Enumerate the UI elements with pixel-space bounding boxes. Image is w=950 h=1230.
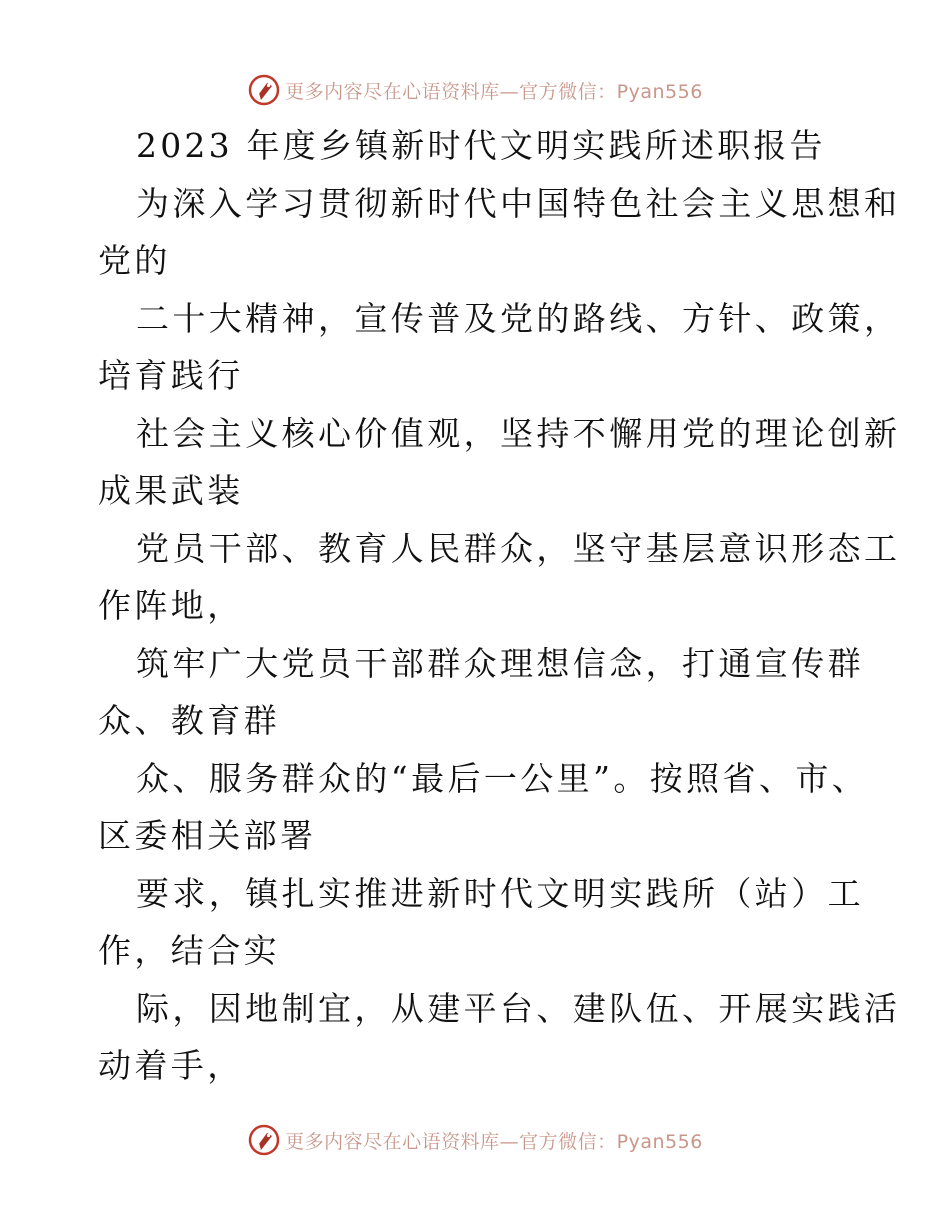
paragraph-line: 为深入学习贯彻新时代中国特色社会主义思想和 <box>136 183 901 223</box>
header-watermark <box>0 70 950 110</box>
paragraph-line: 筑牢广大党员干部群众理想信念，打通宣传群 <box>136 643 864 683</box>
pen-nib-circle-icon <box>247 1123 281 1157</box>
paragraph-line: 党的 <box>98 241 171 280</box>
paragraph-line: 二十大精神，宣传普及党的路线、方针、政策， <box>136 298 901 338</box>
watermark-text: 更多内容尽在心语资料库—官方微信：Pyan556 <box>285 80 703 103</box>
paragraph-line: 社会主义核心价值观，坚持不懈用党的理论创新 <box>136 413 901 453</box>
paragraph-line: 动着手， <box>98 1046 244 1085</box>
paragraph-line: 党员干部、教育人民群众，坚守基层意识形态工 <box>136 528 901 568</box>
paragraph-line: 众、教育群 <box>98 701 280 740</box>
watermark-text: 更多内容尽在心语资料库—官方微信：Pyan556 <box>285 1130 703 1153</box>
paragraph-line: 际，因地制宜，从建平台、建队伍、开展实践活 <box>136 988 901 1028</box>
paragraph-line: 成果武装 <box>98 471 244 510</box>
document-title: 2023 年度乡镇新时代文明实践所述职报告 <box>136 126 826 165</box>
paragraph-line: 众、服务群众的“最后一公里”。按照省、市、 <box>136 758 869 798</box>
paragraph-line: 区委相关部署 <box>98 816 317 855</box>
paragraph-line: 作，结合实 <box>98 931 280 970</box>
paragraph-line: 作阵地， <box>98 586 244 625</box>
footer-watermark <box>0 1120 950 1160</box>
document-body <box>98 117 901 1095</box>
pen-nib-circle-icon <box>247 73 281 107</box>
paragraph-line: 要求，镇扎实推进新时代文明实践所（站）工 <box>136 873 864 913</box>
paragraph-line: 培育践行 <box>98 356 244 395</box>
